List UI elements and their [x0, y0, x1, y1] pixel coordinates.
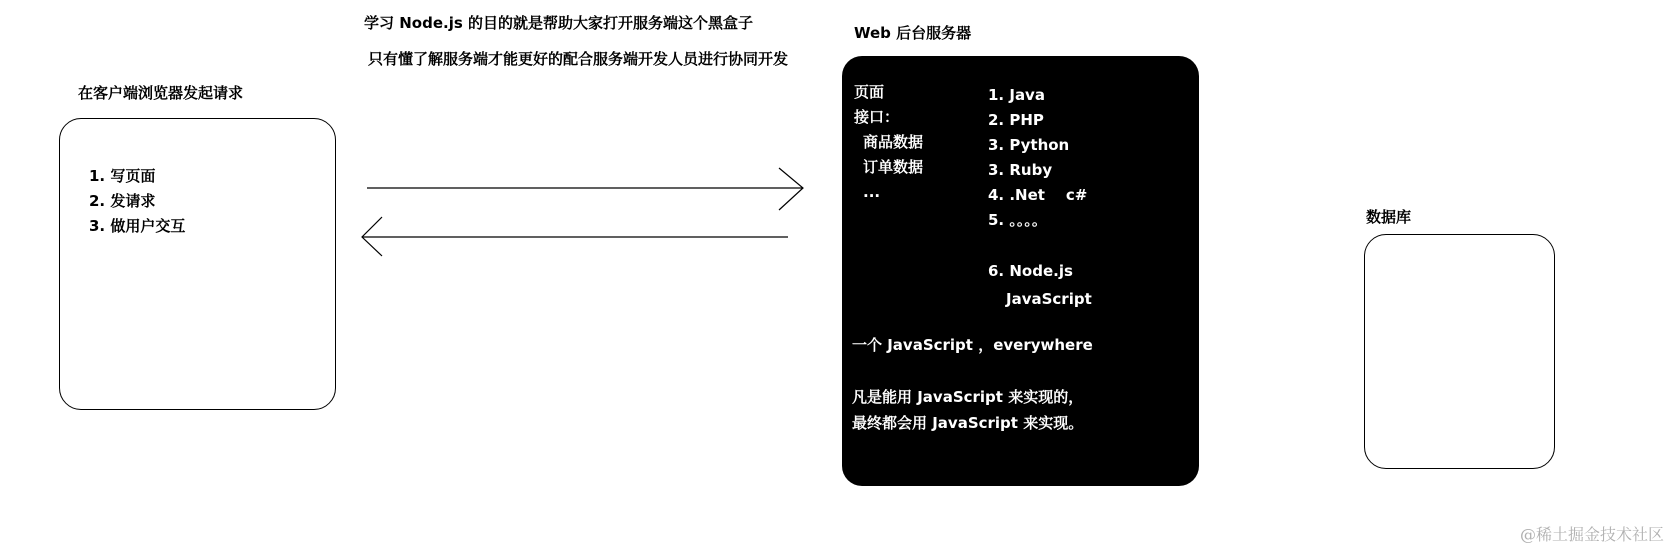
server-footer-line1: 凡是能用 JavaScript 来实现的， — [852, 388, 1084, 406]
language-item: JavaScript — [1006, 290, 1092, 308]
client-title: 在客户端浏览器发起请求 — [78, 84, 244, 102]
language-item: 3. Python — [988, 136, 1070, 154]
server-left-item: 商品数据 — [863, 133, 924, 151]
client-item: 2. 发请求 — [89, 192, 156, 210]
watermark: @稀土掘金技术社区 — [1519, 525, 1664, 544]
request-arrow-head — [779, 168, 803, 210]
top-note-line1: 学习 Node.js 的目的就是帮助大家打开服务端这个黑盒子 — [364, 14, 753, 32]
language-item: 3. Ruby — [988, 161, 1053, 179]
language-item: 5. 。。。。 — [988, 211, 1047, 229]
language-item: 4. .Net c# — [988, 186, 1088, 204]
language-item: 6. Node.js — [988, 262, 1073, 280]
language-item: 1. Java — [988, 86, 1045, 104]
client-item: 1. 写页面 — [89, 167, 156, 185]
server-footer-line2: 最终都会用 JavaScript 来实现。 — [852, 414, 1084, 432]
server-slogan: 一个 JavaScript ，everywhere — [852, 336, 1093, 354]
web-server-box — [842, 56, 1199, 486]
client-item: 3. 做用户交互 — [89, 217, 186, 235]
server-left-item: 订单数据 — [863, 158, 924, 176]
server-title: Web 后台服务器 — [854, 24, 972, 42]
server-left-item: 接口： — [854, 108, 900, 126]
top-note-line2: 只有懂了解服务端才能更好的配合服务端开发人员进行协同开发 — [368, 50, 789, 68]
server-left-item: ... — [863, 183, 881, 201]
database-box — [1364, 234, 1555, 469]
language-item: 2. PHP — [988, 111, 1044, 129]
database-title: 数据库 — [1366, 208, 1412, 226]
server-left-item: 页面 — [854, 83, 885, 101]
